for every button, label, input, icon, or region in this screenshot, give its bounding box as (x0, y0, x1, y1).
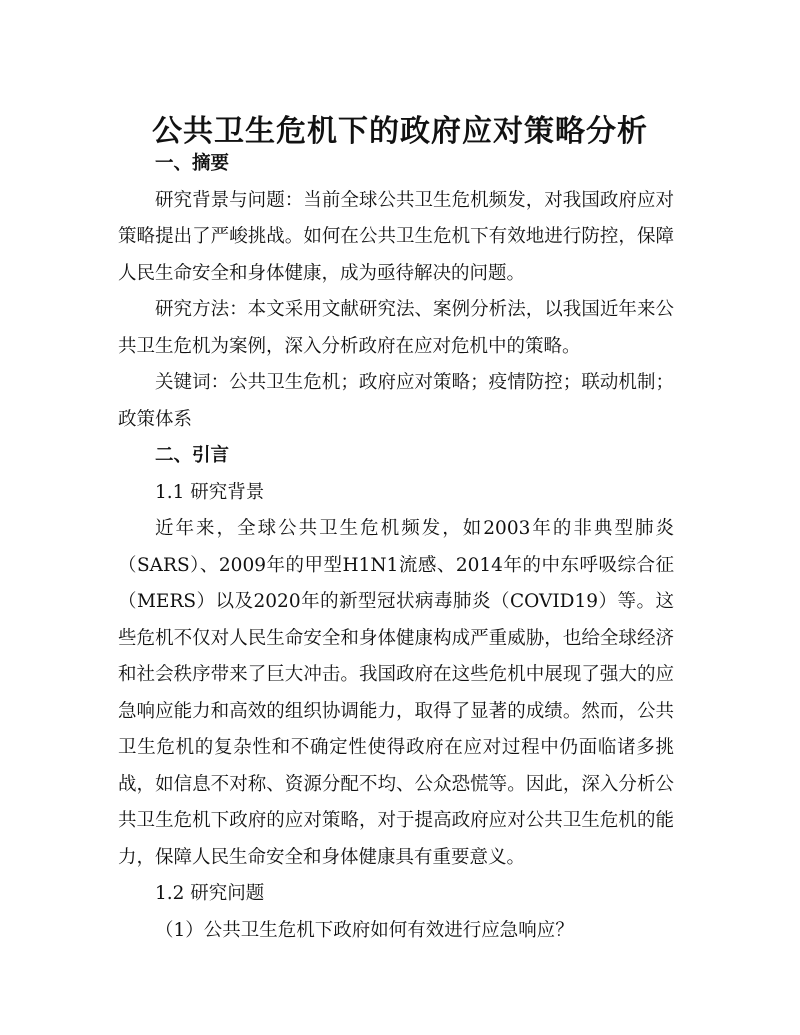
introduction-heading: 二、引言 (155, 445, 230, 466)
document-body (118, 146, 674, 949)
abstract-background-paragraph: 研究背景与问题：当前全球公共卫生危机频发，对我国政府应对策略提出了严峻挑战。如何在公共卫生危机下有效地进行防控，保障人民生命安全和身体健康，成为亟待解决的问题。 (118, 189, 674, 284)
section-1-1-heading: 1.1 研究背景 (155, 481, 265, 503)
section-1-2-heading: 1.2 研究问题 (155, 883, 265, 904)
document-title: 公共卫生危机下的政府应对策略分析 (152, 114, 648, 150)
abstract-keywords-paragraph: 关键词：公共卫生危机；政府应对策略；疫情防控；联动机制；政策体系 (118, 372, 674, 430)
abstract-heading: 一、摘要 (155, 153, 230, 174)
section-1-1-paragraph: 近年来，全球公共卫生危机频发，如2003年的非典型肺炎（SARS）、2009年的甲型H1N1流感、2014年的中东呼吸综合征（MERS）以及2020年的新型冠状病毒肺炎（COVID19）等。这些危机不仅对人民生命安全和身体健康构成严重威胁，也给全球经济和社会秩序带来了巨大冲击。我国政府在这些危机中展现了强大的应急响应能力和高效的组织协调能力，取得了显著的成绩。然而，公共卫生危机的复杂性和不确定性使得政府在应对过程中仍面临诸多挑战，如信息不对称、资源分配不均、公众恐慌等。因此，深入分析公共卫生危机下政府的应对策略，对于提高政府应对公共卫生危机的能力，保障人民生命安全和身体健康具有重要意义。 (118, 518, 674, 868)
abstract-method-paragraph: 研究方法：本文采用文献研究法、案例分析法，以我国近年来公共卫生危机为案例，深入分析政府在应对危机中的策略。 (118, 299, 674, 357)
research-question-1: （1）公共卫生危机下政府如何有效进行应急响应？ (155, 919, 574, 941)
